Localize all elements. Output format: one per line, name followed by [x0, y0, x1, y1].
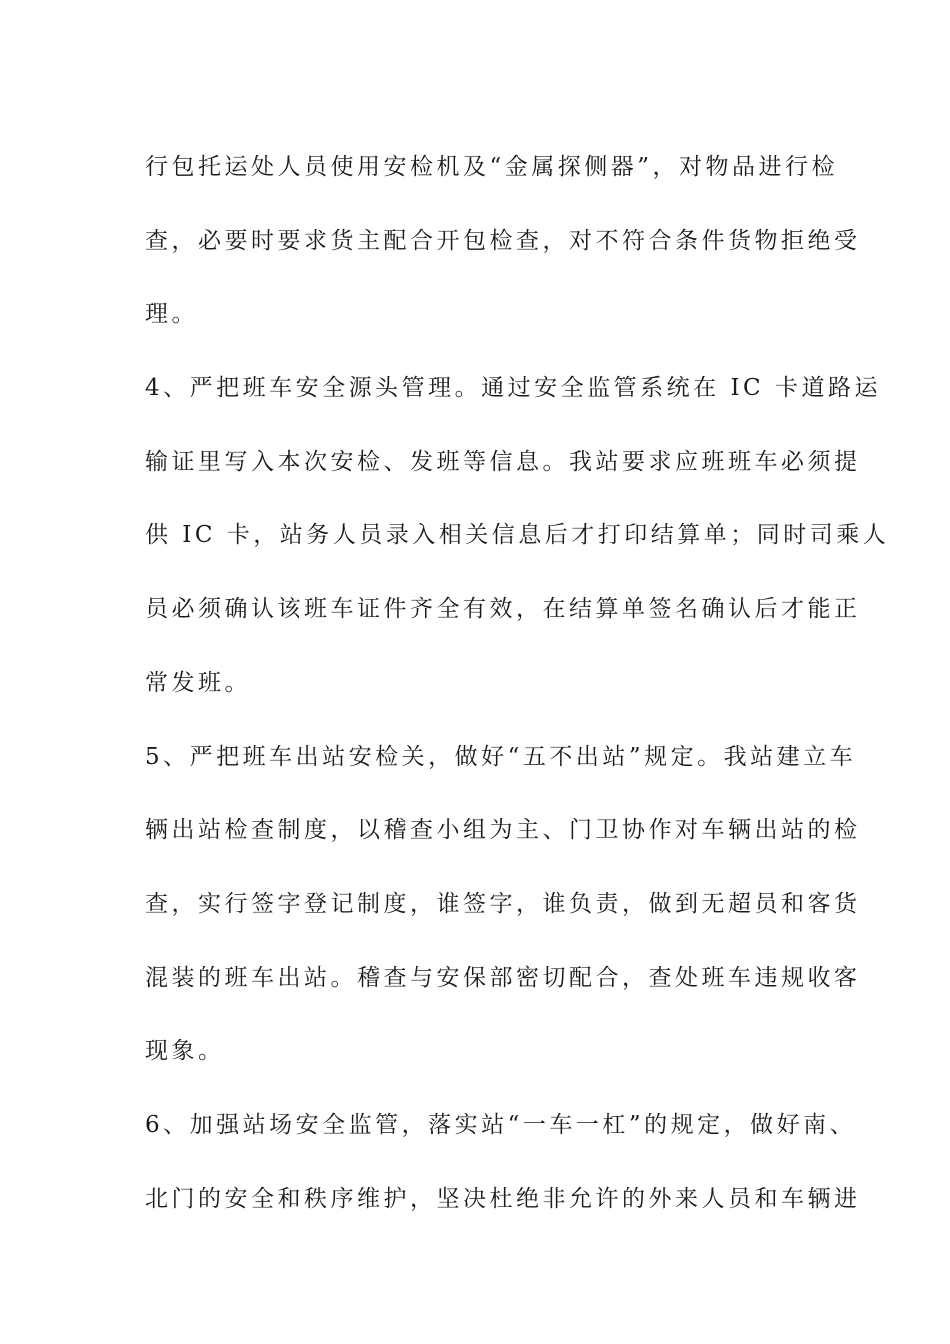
text-line: 北门的安全和秩序维护，坚决杜绝非允许的外来人员和车辆进 [145, 1185, 861, 1212]
text-line: 供 IC 卡，站务人员录入相关信息后才打印结算单；同时司乘人 [145, 522, 890, 549]
text-line: 查，必要时要求货主配合开包检查，对不符合条件货物拒绝受 [145, 227, 861, 254]
text-line: 6、加强站场安全监管，落实站“一车一杠”的规定，做好南、 [145, 1111, 857, 1138]
text-line: 4、严把班车安全源头管理。通过安全监管系统在 IC 卡道路运 [145, 375, 881, 402]
document-body [145, 131, 890, 1236]
text-line: 常发班。 [145, 669, 251, 696]
text-line: 员必须确认该班车证件齐全有效，在结算单签名确认后才能正 [145, 596, 861, 623]
text-line: 行包托运处人员使用安检机及“金属探侧器”，对物品进行检 [145, 154, 839, 180]
text-line: 理。 [145, 301, 198, 328]
text-line: 辆出站检查制度，以稽查小组为主、门卫协作对车辆出站的检 [145, 817, 861, 844]
text-line: 5、严把班车出站安检关，做好“五不出站”规定。我站建立车 [145, 743, 857, 770]
text-line: 现象。 [145, 1038, 225, 1065]
text-line: 输证里写入本次安检、发班等信息。我站要求应班班车必须提 [145, 448, 861, 475]
text-line: 查，实行签字登记制度，谁签字，谁负责，做到无超员和客货 [145, 890, 861, 917]
text-line: 混装的班车出站。稽查与安保部密切配合，查处班车违规收客 [145, 964, 861, 991]
